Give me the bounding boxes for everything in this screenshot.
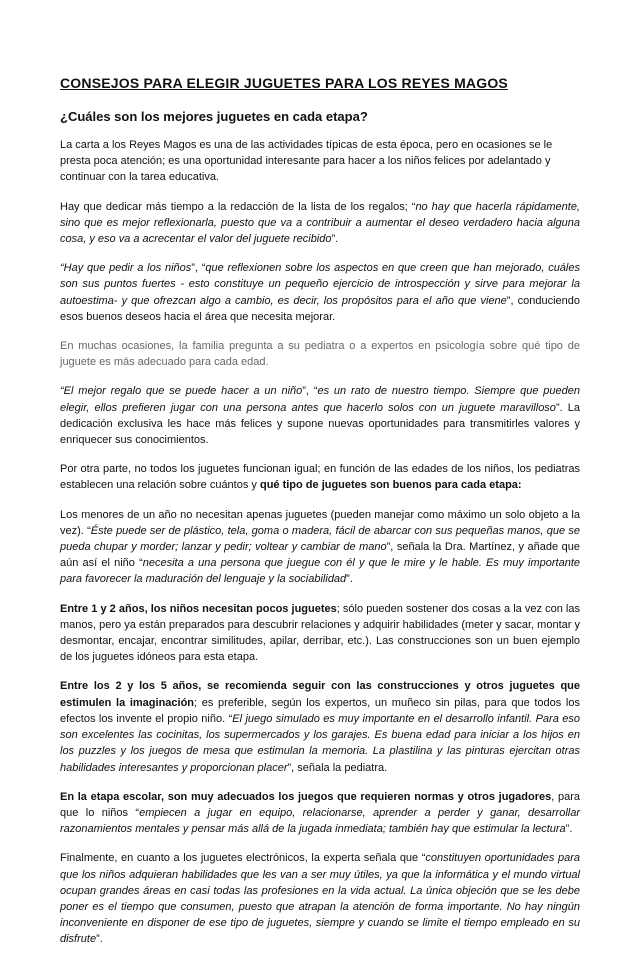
document-body [60, 74, 580, 961]
text-run: ”, señala la pediatra. [287, 761, 388, 774]
text-run: Hay que dedicar más tiempo a la redacción de la lista de los regalos; “ [60, 200, 416, 213]
text-run: Los menores de un año no necesitan apenas juguetes (pueden manejar como máximo un solo objeto a la vez). “ [60, 508, 580, 537]
quote-run: es un rato de nuestro tiempo. Siempre que pueden elegir, ellos prefieren jugar con una persona antes que hacerlo solos con un juguete maravilloso [60, 385, 580, 414]
quote-run: Éste puede ser de plástico, tela, goma o madera, fácil de abarcar con sus pequeñas manos, que se pueda chupar y morder; lanzar y pedir; voltear y cambiar de mano [60, 524, 580, 554]
page-subtitle: ¿Cuáles son los mejores juguetes en cada etapa? [60, 109, 368, 124]
bold-run: Entre 1 y 2 años, los niños necesitan pocos juguetes [60, 602, 337, 615]
paragraph-intro [60, 137, 580, 186]
quote-run: que reflexionen sobre los aspectos en que creen que han mejorado, cuáles son sus puntos fuertes - esto constituye un pequeño ejercicio de introspección y sirve para mejorar la autoestima- y que ofrezcan algo a cambio, es decir, los propósitos para el año que viene [60, 262, 580, 307]
text-run: ”, conduciendo esos buenos deseos hacia el área que necesita mejorar. [60, 294, 580, 323]
bold-run: qué tipo de juguetes son buenos para cada etapa: [259, 479, 522, 492]
text-run: ”. [565, 823, 573, 836]
paragraph-electronic-toys [60, 850, 580, 947]
quote-run: no hay que hacerla rápidamente, sino que es mejor reflexionarla, puesto que va a contribuir a aumentar el deseo verdadero hacia alguna cosa, y eso va a acrecentar el valor del juguete recibido [60, 200, 580, 246]
text-run: ”, “ [191, 262, 206, 275]
paragraph-school-age [60, 789, 580, 838]
paragraph-one-to-two [60, 601, 580, 666]
paragraph-intro-text: La carta a los Reyes Magos es una de las actividades típicas de esta época, pero en ocasiones se le presta poca atención; es una oportunidad interesante para hacer a los niños felices por adelantado y continuar con la tarea educativa. [60, 139, 553, 184]
paragraph-best-gift [60, 383, 580, 448]
quote-run: empiecen a jugar en equipo, relacionarse, aprender a perder y ganar, desarrollar razonamientos mentales y pensar más allá de la jugada inmediata; también hay que estimular la lectura [60, 806, 581, 836]
bold-run: Entre los 2 y los 5 años, se recomienda seguir con las construcciones y otros juguetes que estimulen la imaginación [60, 680, 580, 709]
text-run: ; es preferible, según los expertos, un muñeco sin pilas, para que todos los efectos los invente el propio niño. “ [60, 696, 580, 725]
text-run: ”, señala la Dra. Martínez, y añade que aún así el niño “ [60, 541, 580, 570]
paragraph-pediatrician [60, 338, 580, 370]
quote-run: “Hay que pedir a los niños [60, 262, 192, 275]
text-run: ; sólo pueden sostener dos cosas a la vez con las manos, pero ya están preparados para descubrir relaciones y adquirir habilidades (meter y sacar, montar y desmontar, encajar, encontrar similitudes, apilar, derribar, etc.). Las construcciones son un buen ejemplo de los juguetes idóneos para esta etapa. [60, 602, 580, 664]
paragraph-under-one [60, 507, 580, 588]
text-run: , para que lo niños “ [60, 790, 580, 819]
text-run: ”. [346, 573, 353, 586]
quote-run: El juego simulado es muy importante en el desarrollo infantil. Para eso son excelentes las cocinitas, los supermercados y los garajes. Es buena edad para iniciar a los hijos en los puzzles y los juegos de mesa que estimulan la memoria. La plastilina y las pinturas ejercitan otras habilidades interesantes y proporcionan placer [60, 712, 580, 774]
text-run: ”. La dedicación exclusiva les hace más felices y supone nuevas oportunidades para transmitirles valores y enriquecer sus conocimientos. [60, 401, 581, 447]
paragraph-list-writing [60, 199, 580, 248]
paragraph-toys-by-age [60, 461, 580, 493]
page-title: CONSEJOS PARA ELEGIR JUGUETES PARA LOS REYES MAGOS [60, 75, 508, 91]
quote-run: “El mejor regalo que se puede hacer a un niño [60, 385, 303, 398]
text-run: ”, “ [302, 385, 318, 398]
text-run: ”. [96, 933, 103, 946]
paragraph-two-to-five [60, 678, 580, 775]
text-run: Por otra parte, no todos los juguetes funcionan igual; en función de las edades de los niños, los pediatras establecen una relación sobre cuántos y [60, 463, 580, 492]
text-run: ”. [331, 233, 339, 246]
text-run: En muchas ocasiones, la familia pregunta a su pediatra o a expertos en psicología sobre qué tipo de juguete es más adecuado para cada edad. [60, 340, 580, 369]
paragraph-ask-children [60, 260, 580, 325]
quote-run: constituyen oportunidades para que los niños adquieran habilidades que les van a ser muy útiles, ya que la informática y el mundo virtual ocupan grandes áreas en casi todas las profesiones en la vida actual. La única objeción que se les debe poner es el tiempo que consumen, puesto que atrapan la atención de forma importante. No hay ningún inconveniente en disponer de ese tipo de juguetes, siempre y cuando se limite el tiempo empleado en su disfrute [60, 852, 580, 946]
quote-run: necesita a una persona que juegue con él y que le mire y le hable. Es muy importante para favorecer la maduración del lenguaje y la sociabilidad [60, 557, 580, 586]
bold-run: En la etapa escolar, son muy adecuados los juegos que requieren normas y otros jugadores [60, 790, 552, 803]
text-run: Finalmente, en cuanto a los juguetes electrónicos, la experta señala que “ [60, 852, 426, 865]
